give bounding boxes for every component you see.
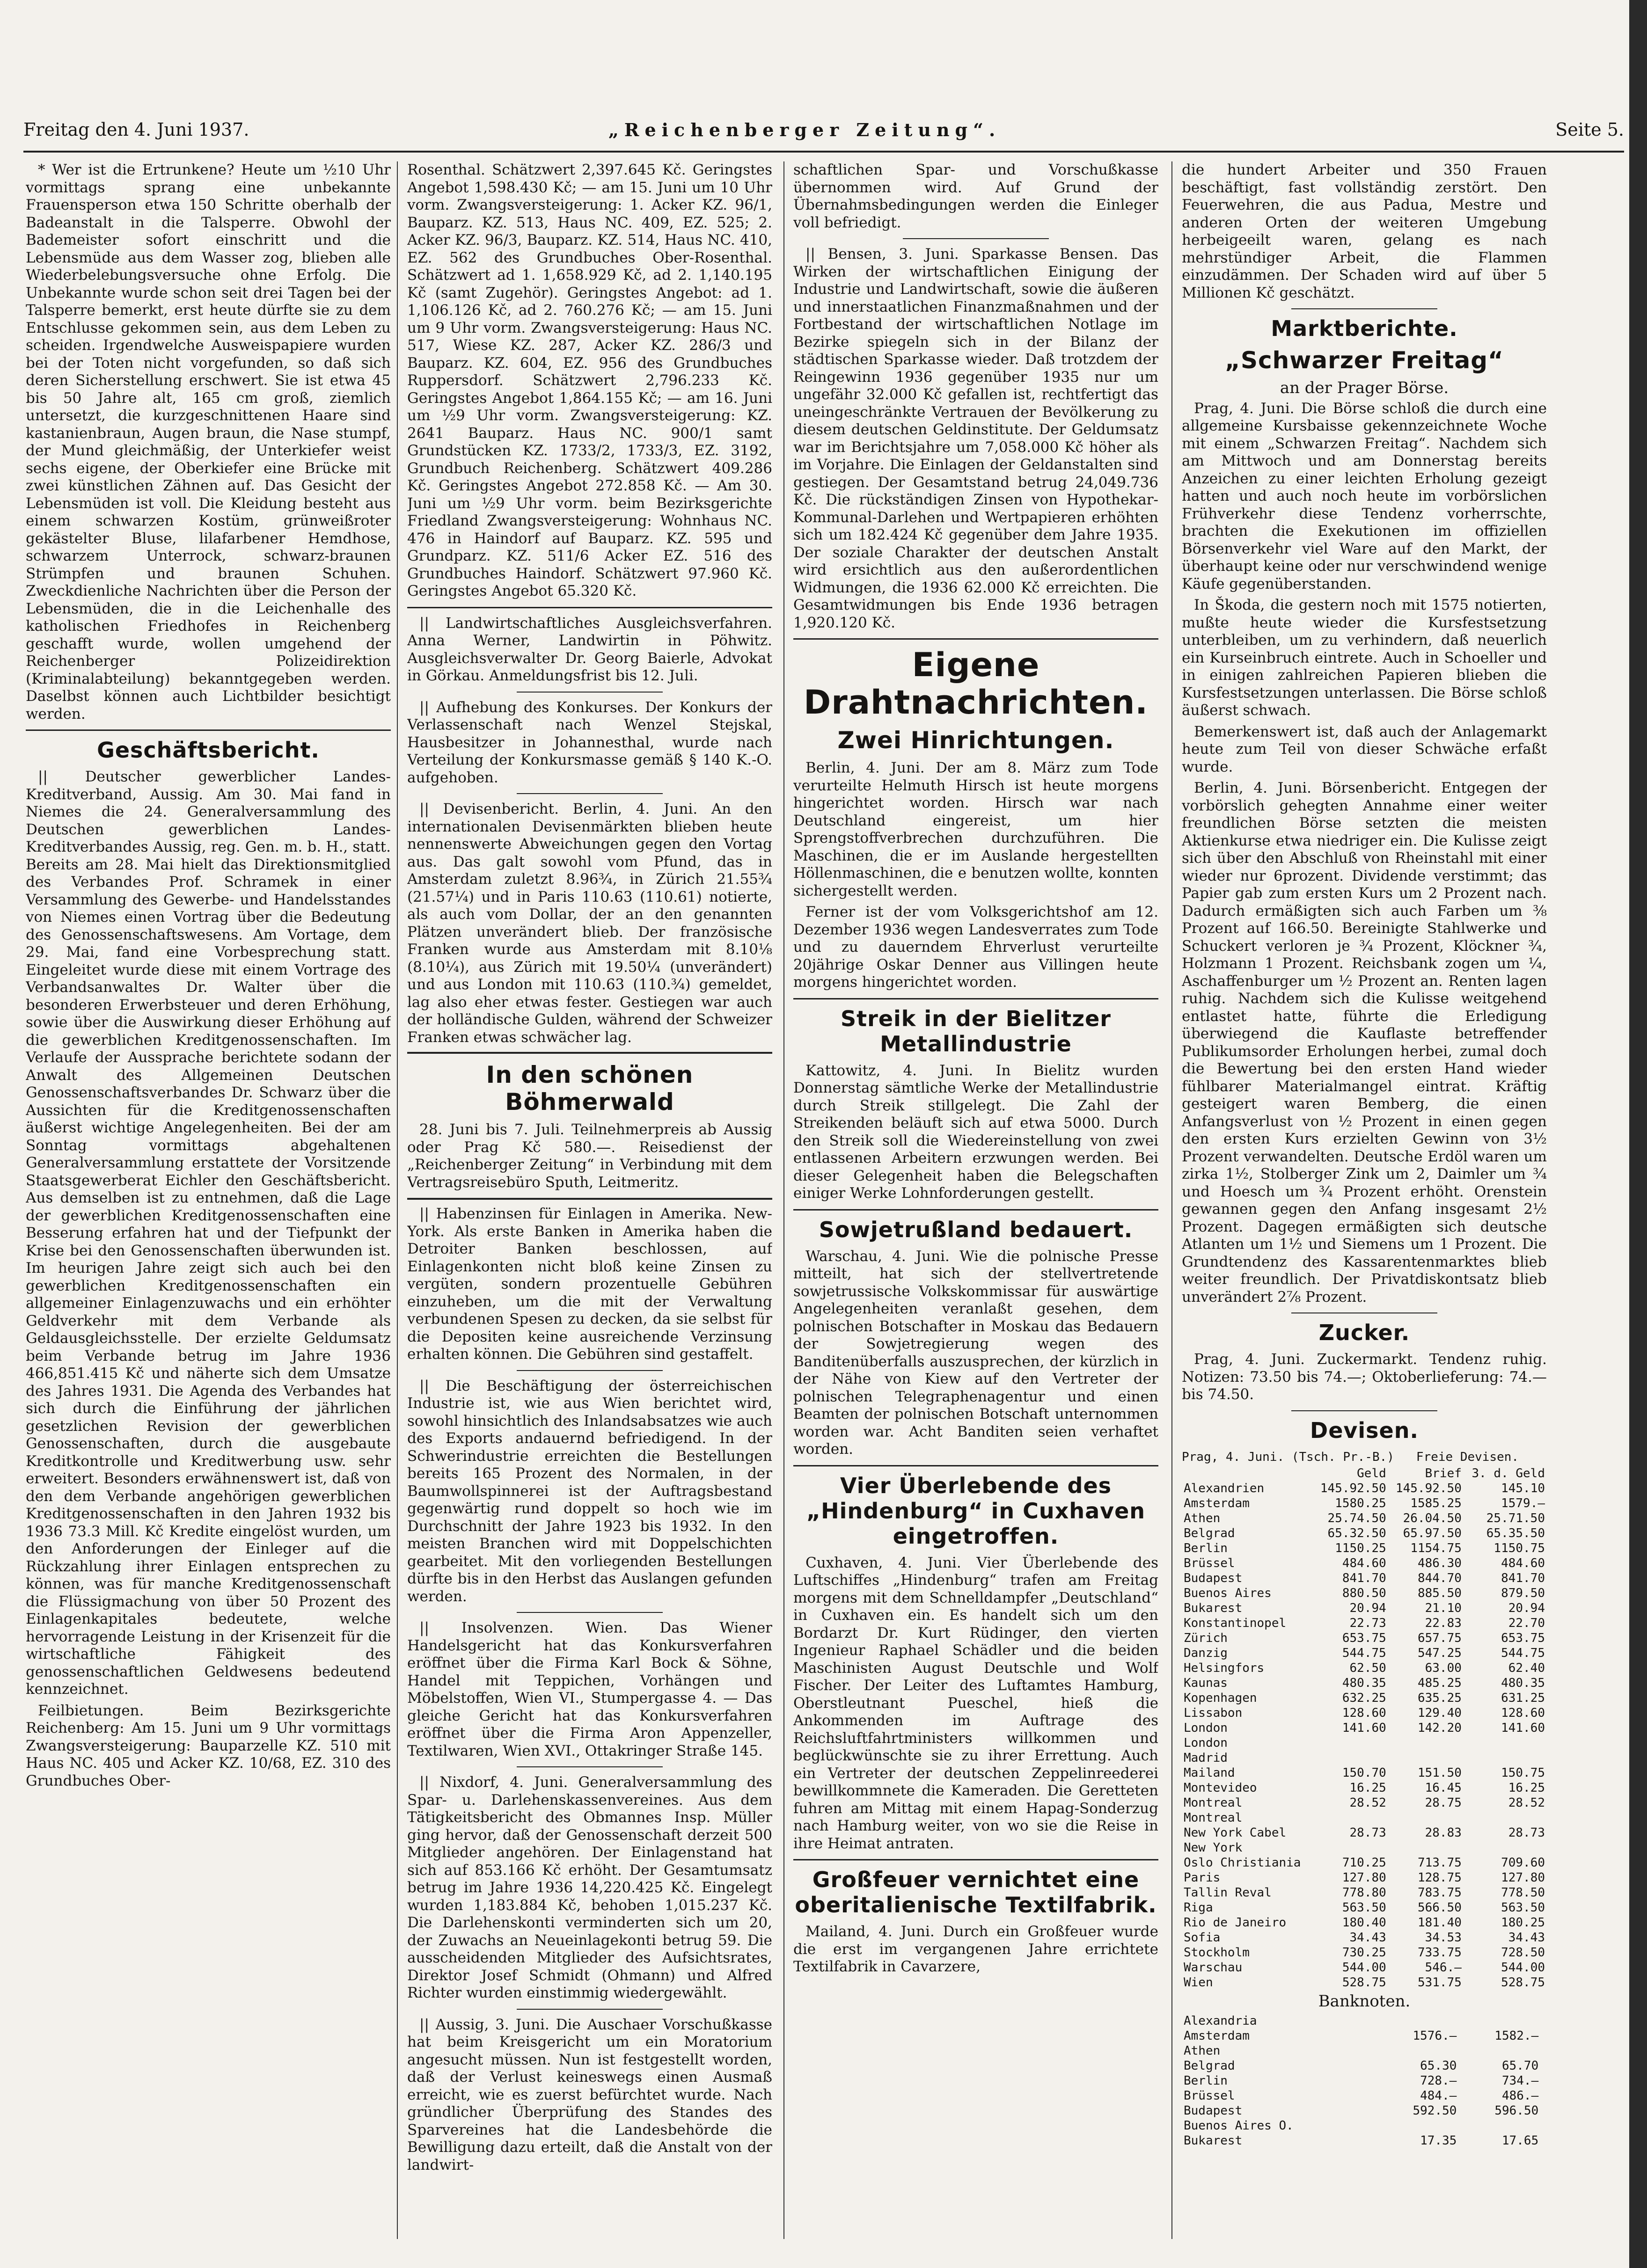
devisen-table <box>1182 1466 1547 1990</box>
rate-value: 546.— <box>1425 1961 1462 1975</box>
rate-value: 145.92.50 <box>1320 1481 1386 1495</box>
subheadline-prague-exchange: an der Prager Börse. <box>1280 379 1449 397</box>
rate-row <box>1182 1885 1547 1900</box>
col-brief: Brief <box>1425 1466 1462 1480</box>
rate-place: Belgrad <box>1184 2058 1235 2073</box>
rate-value: 486.— <box>1501 2088 1539 2103</box>
rate-place: Kopenhagen <box>1184 1691 1257 1705</box>
rate-place: Budapest <box>1184 2103 1243 2118</box>
rate-row <box>1182 1616 1547 1631</box>
rate-value: 653.75 <box>1342 1631 1386 1645</box>
rate-value: 713.75 <box>1417 1856 1462 1870</box>
article-credit-union: || Deutscher gewerblicher Landes-Kreditverband, Aussig. Am 30. Mai fand in Niemes die 24. Generalversammlung des Deutschen gewerblichen Landes-Kreditverbandes Aussig, reg. Gen. m. b. H., statt. Bereits am 28. Mai hielt das Direktionsmitglied des Verbandes Prof. Schramek in einer Versammlung des Gewerbe- und Handelsstandes von Niemes einen Vortrag über die Bedeutung des Genossenschaftswesens. Am Vortage, dem 29. Mai, fand eine Vorbesprechung statt. Eingeleitet wurde diese mit einem Vortrage des Verbandsanwaltes Dr. Walter über die besonderen Erwerbsteuer und deren Erhöhung, sowie über die Auswirkung dieser Erhöhung auf die gewerblichen Kreditgenossenschaften. Im Verlaufe der Aussprache berichtete sodann der Anwalt des Allgemeinen Deutschen Genossenschaftsverbandes Dr. Schwarz über die Aussichten für die Kreditgenossenschaften äußerst wichtige Angelegenheiten. Bei der am Sonntag vormittags abgehaltenen Generalversammlung erstattete der Vorsitzende Staatsgewerberat Eichler den Geschäftsbericht. Aus demselben ist zu entnehmen, daß die Lage der gewerblichen Kreditgenossenschaften eine Besserung erfahren hat und der Tiefpunkt der Krise bei den Genossenschaften überwunden ist. Im heurigen Jahre zeigt sich auch bei den gewerblichen Kreditgenossenschaften ein allgemeiner Einlagenzuwachs und ein erhöhter Geldverkehr mit dem Verbande als Geldausgleichsstelle. Der erzielte Geldumsatz beim Verbande betrug im Jahre 1936 466,851.415 Kč und näherte sich dem Umsatze des Jahres 1931. Die Agenda des Verbandes hat sich durch die Einführung der jährlichen gesetzlichen Revision der gewerblichen Genossenschaften, durch die ausgebaute Kreditkontrolle und Kreditwerbung usw. sehr erweitert. Besonders erwähnenswert ist, daß von den dem Verbande angehörigen gewerblichen Kreditgenossenschaften in den Jahren 1932 bis 1936 73.3 Mill. Kč Kredite eingelöst wurden, um den Anforderungen der Einleger auf die Rückzahlung ihrer Einlagen entsprechen zu können, was für manche Kreditgenossenschaft die Flüssigmachung von über 50 Prozent des Einlagenkapitales bedeutete, welche hervorragende Leistung in der Krisenzeit für die wirtschaftliche Fähigkeit des genossenschaftlichen Geldwesens bedeutend kennzeichnet. <box>26 768 391 1698</box>
rate-value: 28.52 <box>1508 1796 1545 1810</box>
rate-place: Brüssel <box>1184 2088 1235 2103</box>
rate-row <box>1182 1795 1547 1810</box>
rate-value: 657.75 <box>1417 1631 1462 1645</box>
rate-row <box>1182 1691 1547 1706</box>
rate-place: New York Cabel <box>1184 1826 1287 1840</box>
rate-value: 485.25 <box>1417 1676 1462 1690</box>
banknoten-table <box>1182 2013 1547 2148</box>
rate-value: 141.60 <box>1342 1721 1386 1735</box>
rate-row <box>1182 1870 1547 1885</box>
rate-row <box>1182 1496 1547 1511</box>
rate-value <box>1377 2043 1459 2058</box>
article-nixdorf: || Nixdorf, 4. Juni. Generalversammlung des Spar- u. Darlehenskassenvereines. Aus dem Tätigkeitsbericht des Obmannes Insp. Müller ging hervor, daß der Genossenschaft derzeit 500 Mitglieder angehören. Der Einlagenstand hat sich auf 853.166 Kč erhöht. Der Gesamtumsatz betrug im Jahre 1936 14,220.425 Kč. Eingelegt wurden 1,183.884 Kč, behoben 1,015.237 Kč. Die Darlehenskonti verminderten sich um 20, der Zuwachs an Neueinlagekonti betrug 59. Die ausscheidenden Mitglieder des Aufsichtsrates, Direktor Josef Schmidt (Ohmann) und Alfred Richter wurden einstimmig wiedergewählt. <box>407 1774 772 2001</box>
rate-row <box>1182 1750 1547 1765</box>
rate-value: 653.75 <box>1501 1631 1545 1645</box>
rate-place: Oslo Christiania <box>1184 1856 1301 1870</box>
rate-value <box>1313 1810 1388 1825</box>
rate-value: 480.35 <box>1342 1676 1386 1690</box>
rate-place: London <box>1184 1736 1228 1750</box>
separator <box>793 638 1158 640</box>
rate-value <box>1377 2118 1459 2133</box>
rate-value <box>1540 2073 1547 2088</box>
rate-value: 728.50 <box>1501 1946 1545 1960</box>
rate-place: Buenos Aires O. <box>1184 2118 1294 2133</box>
rate-value: 486.30 <box>1417 1556 1462 1570</box>
rate-value: 592.50 <box>1413 2103 1457 2118</box>
rate-row <box>1182 1676 1547 1691</box>
rate-row <box>1182 1721 1547 1736</box>
header-page-number: Seite 5. <box>1555 119 1624 140</box>
rate-row <box>1182 1780 1547 1795</box>
article-sugar: Prag, 4. Juni. Zuckermarkt. Tendenz ruhig. Notizen: 73.50 bis 74.—; Oktoberlieferung: 74.— bis 74.50. <box>1182 1351 1547 1403</box>
rate-row <box>1182 1765 1547 1780</box>
rate-value: 1576.— <box>1413 2028 1457 2043</box>
rate-value: 180.25 <box>1501 1916 1545 1930</box>
rate-value: 65.30 <box>1420 2058 1457 2073</box>
article-prague-exchange: Prag, 4. Juni. Die Börse schloß die durch eine allgemeine Kursbaisse gekennzeichnete Woche mit einem „Schwarzen Freitag“. Nachdem sich am Mittwoch und am Donnerstag bereits Anzeichen zu einer leichten Erholung gezeigt hatten und auch noch heute im vorbörslichen Frühverkehr diese Tendenz vorherrschte, brachten die Exekutionen im offiziellen Börsenverkehr viel Ware auf den Markt, der überhaupt keine oder nur verschwindend wenige Käufe gegenüberstanden. <box>1182 400 1547 592</box>
rate-place: Amsterdam <box>1184 2028 1250 2043</box>
rate-place: Montreal <box>1184 1796 1243 1810</box>
rate-place: Sofia <box>1184 1931 1221 1945</box>
rate-row <box>1182 2088 1547 2103</box>
rate-value: 145.92.50 <box>1396 1481 1462 1495</box>
rate-value: 17.35 <box>1420 2133 1457 2148</box>
rate-row <box>1182 1631 1547 1646</box>
rate-row <box>1182 1511 1547 1526</box>
rate-place: Wien <box>1184 1976 1213 1990</box>
rate-value <box>1540 2028 1547 2043</box>
rate-value: 21.10 <box>1425 1601 1462 1615</box>
rate-value <box>1464 1736 1547 1750</box>
rate-value: 65.32.50 <box>1327 1526 1386 1540</box>
rate-place: Rio de Janeiro <box>1184 1916 1287 1930</box>
column-2 <box>407 161 772 2239</box>
rate-place: Danzig <box>1184 1646 1228 1660</box>
rate-value: 544.00 <box>1501 1961 1545 1975</box>
rate-place: Alexandrien <box>1184 1481 1265 1495</box>
rate-value: 844.70 <box>1417 1571 1462 1585</box>
rate-value: 25.74.50 <box>1327 1511 1386 1525</box>
rate-row <box>1182 2013 1547 2028</box>
rate-value <box>1540 2103 1547 2118</box>
rate-row <box>1182 1526 1547 1541</box>
rate-place: Konstantinopel <box>1184 1616 1287 1630</box>
article-insolvencies: || Insolvenzen. Wien. Das Wiener Handelsgericht hat das Konkursverfahren eröffnet über die Firma Karl Bock & Söhne, Handel mit Teppichen, Vorhängen und Möbelstoffen, Wien VI., Stumpergasse 4. — Das gleiche Gericht hat das Konkursverfahren eröffnet über die Firma Aron Appenzeller, Textilwaren, Wien XVI., Ottakringer Straße 145. <box>407 1619 772 1759</box>
separator <box>1291 1410 1437 1411</box>
rate-value: 128.75 <box>1417 1871 1462 1885</box>
rate-row <box>1182 1900 1547 1915</box>
rate-value: 566.50 <box>1417 1901 1462 1915</box>
article-hindenburg: Cuxhaven, 4. Juni. Vier Überlebende des Luftschiffes „Hindenburg“ trafen am Freitag morgens mit dem Schnelldampfer „Deutschland“ in Cuxhaven ein. Es handelt sich um den Bordarzt Dr. Kurt Rüdinger, den vierten Ingenieur Raphael Schädler und die beiden Maschinisten August Deutschle und Wolf Fischer. Der Leiter des Luftamtes Hamburg, Oberstleutnant Pueschel, hieß die Ankommenden im Auftrage des Reichsluftfahrtministers willkommen und beglückwünschte sie zu ihrer Errettung. Auch ein Vertreter der deutschen Zeppelinreederei bewillkommnete die Kameraden. Die Geretteten fuhren am Mittag mit einem Hapag-Sonderzug nach Hamburg weiter, von wo sie die Reise in ihre Heimat antraten. <box>793 1554 1158 1852</box>
separator <box>407 607 772 608</box>
rate-place: Tallin Reval <box>1184 1886 1272 1900</box>
separator <box>793 1465 1158 1466</box>
rate-row <box>1182 1855 1547 1870</box>
rate-value: 180.40 <box>1342 1916 1386 1930</box>
rate-value: 128.60 <box>1342 1706 1386 1720</box>
rate-row <box>1182 2028 1547 2043</box>
rate-value: 16.25 <box>1349 1781 1386 1795</box>
rate-place: London <box>1184 1721 1228 1735</box>
rate-value: 22.73 <box>1349 1616 1386 1630</box>
rate-value: 151.50 <box>1417 1766 1462 1780</box>
section-heading-zucker: Zucker. <box>1318 1320 1410 1345</box>
rate-value: 778.50 <box>1501 1886 1545 1900</box>
rate-value: 150.75 <box>1501 1766 1545 1780</box>
headline-fire: Großfeuer vernichtet eine oberitalienische Textilfabrik. <box>795 1867 1157 1918</box>
rate-value: 563.50 <box>1501 1901 1545 1915</box>
rate-value: 34.43 <box>1508 1931 1545 1945</box>
article-auctions: Feilbietungen. Beim Bezirksgerichte Reichenberg: Am 15. Juni um 9 Uhr vormittags Zwangsversteigerung: Bauparzelle KZ. 510 mit Haus NC. 405 und Acker KZ. 10/68, EZ. 310 des Grundbuches Ober- <box>26 1702 391 1789</box>
rate-value <box>1458 2043 1540 2058</box>
rate-row <box>1182 1706 1547 1721</box>
rate-value: 728.— <box>1420 2073 1457 2088</box>
rate-value: 1582.— <box>1494 2028 1539 2043</box>
rate-value: 841.70 <box>1501 1571 1545 1585</box>
column-3 <box>793 161 1158 2239</box>
travel-ad <box>407 1052 772 1200</box>
rate-value <box>1540 2088 1547 2103</box>
rate-place: Athen <box>1184 2043 1221 2058</box>
separator <box>517 1612 663 1613</box>
rate-value: 547.25 <box>1417 1646 1462 1660</box>
rate-value: 25.71.50 <box>1486 1511 1545 1525</box>
rate-value <box>1313 1736 1388 1750</box>
rate-value: 778.80 <box>1342 1886 1386 1900</box>
rate-value: 879.50 <box>1501 1586 1545 1600</box>
rate-value: 783.75 <box>1417 1886 1462 1900</box>
rate-value: 28.75 <box>1425 1796 1462 1810</box>
rate-value: 885.50 <box>1417 1586 1462 1600</box>
rate-value: 142.20 <box>1417 1721 1462 1735</box>
rate-place: Belgrad <box>1184 1526 1235 1540</box>
rate-value: 1150.75 <box>1493 1541 1545 1555</box>
rate-value <box>1313 1840 1388 1855</box>
rate-value: 65.97.50 <box>1403 1526 1462 1540</box>
rate-value <box>1464 1840 1547 1855</box>
rate-value: 16.45 <box>1425 1781 1462 1795</box>
rate-value: 22.70 <box>1508 1616 1545 1630</box>
separator <box>517 692 663 693</box>
rate-value: 145.10 <box>1501 1481 1545 1495</box>
article-austrian-industry: || Die Beschäftigung der österreichischen Industrie ist, wie aus Wien berichtet wird, sowohl hinsichtlich des Inlandsabsatzes wie auch des Exports andauernd befriedigend. In der Schwerindustrie erreichten die Bestellungen bereits 165 Prozent des Normalen, in der Baumwollspinnerei ist der Auftragsbestand gegenwärtig rund doppelt so hoch wie im Durchschnitt der Jahre 1923 bis 1932. In den meisten Branchen wird mit Doppelschichten gearbeitet. Mit den vorliegenden Bestellungen dürfte bis in den Herbst das Auslangen gefunden werden. <box>407 1377 772 1605</box>
header-rule <box>23 151 1624 153</box>
rate-value: 26.04.50 <box>1403 1511 1462 1525</box>
rate-value: 733.75 <box>1417 1946 1462 1960</box>
rate-row <box>1182 1586 1547 1601</box>
rate-place: Paris <box>1184 1871 1221 1885</box>
rate-value: 544.00 <box>1342 1961 1386 1975</box>
rate-place: Lissabon <box>1184 1706 1243 1720</box>
article-us-deposits: || Habenzinsen für Einlagen in Amerika. New-York. Als erste Banken in Amerika haben die Detroiter Banken beschlossen, auf Einlagenkonten nicht bloß keine Zinsen zu vergüten, sondern prozentuelle Gebühren einzuheben, um die mit der Verwaltung verbundenen Spesen zu decken, da sie selbst für die Depositen keine ausreichende Verzinsung erhalten können. Die Gebühren sind gestaffelt. <box>407 1205 772 1363</box>
rate-value <box>1540 2118 1547 2133</box>
article-soviet-regret: Warschau, 4. Juni. Wie die polnische Presse mitteilt, hat sich der stellvertretende sowjetrussische Volkskommissar für auswärtige Angelegenheiten veranlaßt gesehen, dem polnischen Botschafter in Moskau das Bedauern der Sowjetregierung wegen des Banditenüberfalls auszusprechen, der kürzlich in der Nähe von Kiew auf den Vertreter der polnischen Telegraphenagentur und einen Beamten der polnischen Botschaft unternommen worden war. Acht Banditen seien verhaftet worden. <box>793 1247 1158 1458</box>
rate-value <box>1388 1810 1464 1825</box>
article-aussig: || Aussig, 3. Juni. Die Auschaer Vorschußkasse hat beim Kreisgericht um ein Moratorium angesucht müssen. Nun ist festgestellt worden, daß der Verlust keineswegs einen Ausmaß erreicht, wie es zuerst befürchtet wurde. Nach gründlicher Überprüfung des Standes des Sparvereines hat die Landesbehörde die Bewilligung dazu erteilt, daß die Anstalt von der landwirt- <box>407 2016 772 2173</box>
rate-value <box>1540 2043 1547 2058</box>
separator <box>793 998 1158 999</box>
travel-ad-text: 28. Juni bis 7. Juli. Teilnehmerpreis ab Aussig oder Prag Kč 580.—. Reisedienst der „Reichenberger Zeitung“ in Verbindung mit dem Vertragsreisebüro Sputh, Leitmeritz. <box>407 1121 772 1191</box>
rate-value: 62.50 <box>1349 1661 1386 1675</box>
article-agri-settlement: || Landwirtschaftliches Ausgleichsverfahren. Anna Werner, Landwirtin in Pöhwitz. Ausgleichsverwalter Dr. Georg Baierle, Advokat in Görkau. Anmeldungsfrist bis 12. Juli. <box>407 614 772 684</box>
rate-value: 563.50 <box>1342 1901 1386 1915</box>
rate-value: 22.83 <box>1425 1616 1462 1630</box>
article-executions-2: Ferner ist der vom Volksgerichtshof am 12. Dezember 1936 wegen Landesverrates zum Tode und zu dauerndem Ehrverlust verurteilte 20jährige Oskar Denner aus Villingen heute morgens hingerichtet worden. <box>793 904 1158 991</box>
rate-row <box>1182 1945 1547 1960</box>
rate-place: Buenos Aires <box>1184 1586 1272 1600</box>
headline-black-friday: „Schwarzer Freitag“ <box>1225 347 1504 374</box>
rate-value: 20.94 <box>1508 1601 1545 1615</box>
rate-value: 17.65 <box>1501 2133 1539 2148</box>
rate-value: 484.— <box>1420 2088 1457 2103</box>
rate-value: 129.40 <box>1417 1706 1462 1720</box>
section-heading-geschaeftsbericht: Geschäftsbericht. <box>97 737 320 763</box>
article-bankruptcy-lifted: || Aufhebung des Konkurses. Der Konkurs der Verlassenschaft nach Wenzel Stejskal, Hausbesitzer in Johannesthal, wurde nach Verteilung der Konkursmasse gemäß § 140 K.-O. aufgehoben. <box>407 699 772 786</box>
column-rule <box>1171 161 1172 2239</box>
rate-value <box>1458 2013 1540 2028</box>
rate-value: 480.35 <box>1501 1676 1545 1690</box>
column-1 <box>26 161 391 2239</box>
rate-row <box>1182 1481 1547 1496</box>
rate-value: 65.35.50 <box>1486 1526 1545 1540</box>
article-fire-cont: die hundert Arbeiter und 350 Frauen beschäftigt, fast vollständig zerstört. Den Feuerwehren, die aus Padua, Mestre und anderen Orten der weiteren Umgebung herbeigeeilt waren, gelang es nach mehrstündiger Arbeit, die Flammen einzudämmen. Der Schaden wird auf über 5 Millionen Kč geschätzt. <box>1182 161 1547 301</box>
rate-row <box>1182 1601 1547 1616</box>
rate-value: 1580.25 <box>1335 1496 1386 1510</box>
rate-value <box>1464 1810 1547 1825</box>
rate-place: Athen <box>1184 1511 1221 1525</box>
rate-place: New York <box>1184 1841 1243 1855</box>
column-rule <box>783 161 784 2239</box>
header-masthead: „Reichenberger Zeitung“. <box>608 119 1001 140</box>
scan-edge <box>1629 0 1647 2268</box>
column-rule <box>397 161 398 2239</box>
rate-value: 28.73 <box>1349 1826 1386 1840</box>
rate-place: Madrid <box>1184 1751 1228 1765</box>
rate-row <box>1182 1825 1547 1840</box>
separator <box>903 238 1049 239</box>
rate-value: 635.25 <box>1417 1691 1462 1705</box>
rate-place: Riga <box>1184 1901 1213 1915</box>
rate-place: Montreal <box>1184 1811 1243 1825</box>
separator <box>517 1766 663 1767</box>
rate-value: 484.60 <box>1501 1556 1545 1570</box>
rate-value: 128.60 <box>1501 1706 1545 1720</box>
rate-row <box>1182 1915 1547 1930</box>
article-drowned-woman: * Wer ist die Ertrunkene? Heute um ½10 Uhr vormittags sprang eine unbekannte Frauensperson etwa 150 Schritte oberhalb der Badeanstalt in die Talsperre. Obwohl der Bademeister sofort einschritt und die Lebensmüde aus dem Wasser zog, blieben alle Wiederbelebungsversuche ohne Erfolg. Die Unbekannte wurde schon seit drei Tagen bei der Talsperre bemerkt, erst heute dürfte sie zu dem Entschlusse gekommen sein, aus dem Leben zu scheiden. Irgendwelche Ausweispapiere wurden bei der Toten nicht vorgefunden, so daß sich deren Sicherstellung erschwert. Sie ist etwa 45 bis 50 Jahre alt, 165 cm groß, ziemlich untersetzt, die kurzgeschnittenen Haare sind kastanienbraun, Augen braun, die Nase stumpf, der Mund gleichmäßig, der Unterkiefer weist sechs eigene, der Oberkiefer eine Brücke mit zwei künstlichen Zähnen auf. Das Gesicht der Lebensmüden ist voll. Die Kleidung besteht aus einem schwarzen Kostüm, grünweißroter gekästelter Bluse, lilafarbener Hemdhose, schwarzem Unterrock, schwarz-braunen Strümpfen und braunen Schuhen. Zweckdienliche Nachrichten über die Person der Lebensmüden, die in die Leichenhalle des katholischen Friedhofes in Reichenberg geschafft wurde, wollen umgehend der Reichenberger Polizeidirektion (Kriminalabteilung) bekanntgegeben werden. Daselbst können auch Lichtbilder besichtigt werden. <box>26 161 391 722</box>
rate-value: 62.40 <box>1508 1661 1545 1675</box>
article-fire: Mailand, 4. Juni. Durch ein Großfeuer wurde die erst im vergangenen Jahre errichtete Textilfabrik in Cavarzere, <box>793 1923 1158 1975</box>
headline-soviet-regret: Sowjetrußland bedauert. <box>819 1217 1133 1242</box>
rate-place: Mailand <box>1184 1766 1235 1780</box>
rate-place: Kaunas <box>1184 1676 1228 1690</box>
rate-row <box>1182 1810 1547 1825</box>
devisen-table-head <box>1182 1449 1547 1466</box>
banknoten-heading: Banknoten. <box>1318 1992 1411 2011</box>
rate-row <box>1182 1541 1547 1556</box>
rate-value: 1585.25 <box>1410 1496 1462 1510</box>
headline-hindenburg: Vier Überlebende des „Hindenburg“ in Cuxhaven eingetroffen. <box>806 1473 1146 1549</box>
rate-row <box>1182 2043 1547 2058</box>
rate-row <box>1182 1646 1547 1661</box>
article-bensen: || Bensen, 3. Juni. Sparkasse Bensen. Das Wirken der wirtschaftlichen Einigung der Industrie und Landwirtschaft, sowie die äußeren und innerstaatlichen Finanzmaßnahmen und der Fortbestand der wirtschaftlichen Notlage im Bezirke spiegeln sich in der Bilanz der städtischen Sparkasse wieder. Daß trotzdem der Reingewinn 1936 gegenüber 1935 nur um ungefähr 32.000 Kč gefallen ist, rechtfertigt das uneingeschränkte Vertrauen der Bevölkerung zu diesem deutschen Geldinstitute. Der Geldumsatz war im Berichtsjahre um 7,058.000 Kč höher als im Vorjahre. Die Einlagen der Geldanstalten sind gestiegen. Der Gesamtstand betrug 24,049.736 Kč. Die rückständigen Zinsen von Hypothekar-Kommunal-Darlehen und Wertpapieren erhöhten sich um 182.424 Kč gegenüber dem Jahre 1935. Der soziale Charakter der deutschen Anstalt wird ersichtlich aus den außerordentlichen Widmungen, die 1936 62.000 Kč erreichten. Die Gesamtwidmungen bis Ende 1936 betragen 1,920.120 Kč. <box>793 246 1158 631</box>
rate-place: Stockholm <box>1184 1946 1250 1960</box>
rate-place: Amsterdam <box>1184 1496 1250 1510</box>
rate-value <box>1388 1750 1464 1765</box>
rate-value: 841.70 <box>1342 1571 1386 1585</box>
rate-value: 1154.75 <box>1410 1541 1462 1555</box>
separator <box>1291 308 1437 309</box>
rate-value <box>1458 2118 1540 2133</box>
rate-value: 709.60 <box>1501 1856 1545 1870</box>
rate-place: Helsingfors <box>1184 1661 1265 1675</box>
separator <box>517 793 663 794</box>
rate-value: 528.75 <box>1501 1976 1545 1990</box>
section-heading-drahtnachrichten: Eigene Drahtnachrichten. <box>804 646 1148 722</box>
rate-place: Zürich <box>1184 1631 1228 1645</box>
rate-place: Brüssel <box>1184 1556 1235 1570</box>
rate-value <box>1540 2133 1547 2148</box>
rate-value <box>1313 1750 1388 1765</box>
article-aussig-cont: schaftlichen Spar- und Vorschußkasse übernommen wird. Auf Grund der Übernahmsbedingungen werden die Einleger voll befriedigt. <box>793 161 1158 231</box>
rate-row <box>1182 1571 1547 1586</box>
rate-value: 528.75 <box>1342 1976 1386 1990</box>
rate-value: 1579.— <box>1501 1496 1545 1510</box>
rate-value: 16.25 <box>1508 1781 1545 1795</box>
rate-value: 1150.25 <box>1335 1541 1386 1555</box>
header-date: Freitag den 4. Juni 1937. <box>23 119 249 140</box>
rate-value: 127.80 <box>1501 1871 1545 1885</box>
rate-value <box>1388 1736 1464 1750</box>
rate-value: 141.60 <box>1501 1721 1545 1735</box>
rate-value: 544.75 <box>1342 1646 1386 1660</box>
article-skoda: In Škoda, die gestern noch mit 1575 notierten, mußte heute wieder die Kursfestsetzung unterbleiben, um zu verhindern, daß neuerlich ein Kurseinbruch eintrete. Auch in Schoeller und in einigen zahlreichen Papieren blieben die Kursfestsetzungen unterlassen. Die Börse schloß äußerst schwach. <box>1182 597 1547 719</box>
rate-value: 544.75 <box>1501 1646 1545 1660</box>
rate-value: 880.50 <box>1342 1586 1386 1600</box>
rate-row <box>1182 2103 1547 2118</box>
rate-value: 34.53 <box>1425 1931 1462 1945</box>
rate-value: 20.94 <box>1349 1601 1386 1615</box>
rate-row <box>1182 2058 1547 2073</box>
rate-place: Bukarest <box>1184 2133 1243 2148</box>
col-geld: Geld <box>1357 1466 1386 1480</box>
rate-row <box>1182 1736 1547 1750</box>
rate-value <box>1377 2013 1459 2028</box>
devisen-subhead: Freie Devisen. <box>1416 1450 1519 1464</box>
rate-value: 181.40 <box>1417 1916 1462 1930</box>
rate-row <box>1182 2133 1547 2148</box>
rate-value: 596.50 <box>1494 2103 1539 2118</box>
rate-value: 127.80 <box>1342 1871 1386 1885</box>
section-heading-devisen: Devisen. <box>1310 1417 1419 1443</box>
rate-value: 34.43 <box>1349 1931 1386 1945</box>
rate-row <box>1182 1661 1547 1676</box>
rate-value: 531.75 <box>1417 1976 1462 1990</box>
separator <box>793 1859 1158 1860</box>
rate-value: 484.60 <box>1342 1556 1386 1570</box>
headline-bielitz-strike: Streik in der Bielitzer Metallindustrie <box>841 1006 1111 1057</box>
separator <box>517 1370 663 1371</box>
column-4 <box>1182 161 1547 2239</box>
rate-row <box>1182 1960 1547 1975</box>
article-auctions-cont: Rosenthal. Schätzwert 2,397.645 Kč. Geringstes Angebot 1,598.430 Kč; — am 15. Juni um 10 Uhr vorm. Zwangsversteigerung: 1. Acker KZ. 96/1, Bauparz. KZ. 513, Haus NC. 409, EZ. 525; 2. Acker KZ. 96/3, Bauparz. KZ. 514, Haus NC. 410, EZ. 562 des Grundbuches Ober-Rosenthal. Schätzwert ad 1. 1,658.929 Kč, ad 2. 1,140.195 Kč (samt Zugehör). Geringstes Angebot: ad 1. 1,106.126 Kč, ad 2. 760.276 Kč; — am 15. Juni um 9 Uhr vorm. Zwangsversteigerung: Haus NC. 517, Wiese KZ. 287, Acker KZ. 286/3 und Bauparz. KZ. 604, EZ. 956 des Grundbuches Ruppersdorf. Schätzwert 2,796.233 Kč. Geringstes Angebot 1,864.155 Kč; — am 16. Juni um ½9 Uhr vorm. Zwangsversteigerung: KZ. 2641 Bauparz. Haus NC. 900/1 samt Grundstücken KZ. 1733/2, 1733/3, EZ. 3192, Grundbuch Reichenberg. Schätzwert 409.286 Kč. Geringstes Angebot 272.858 Kč. — Am 30. Juni um ½9 Uhr vorm. beim Bezirksgerichte Friedland Zwangsversteigerung: Wohnhaus NC. 476 in Haindorf auf Bauparz. KZ. 595 und Grundparz. KZ. 511/6 Acker EZ. 516 des Grundbuches Haindorf. Schätzwert 97.960 Kč. Geringstes Angebot 65.320 Kč. <box>407 161 772 599</box>
rate-value: 65.70 <box>1501 2058 1539 2073</box>
rate-value: 28.83 <box>1425 1826 1462 1840</box>
headline-executions: Zwei Hinrichtungen. <box>837 727 1114 754</box>
rate-value: 631.25 <box>1501 1691 1545 1705</box>
rate-place: Bukarest <box>1184 1601 1243 1615</box>
rate-value: 632.25 <box>1342 1691 1386 1705</box>
rate-place: Budapest <box>1184 1571 1243 1585</box>
article-executions-1: Berlin, 4. Juni. Der am 8. März zum Tode verurteilte Helmuth Hirsch ist heute morgens hingerichtet worden. Hirsch war nach Deutschland eingereist, um hier Sprengstoffverbrechen durchzuführen. Die Maschinen, die er im Auslande hergestellten Höllenmaschinen, die e benutzen wollte, konnten sichergestellt werden. <box>793 759 1158 899</box>
rate-value <box>1540 2058 1547 2073</box>
rate-place: Warschau <box>1184 1961 1243 1975</box>
rate-row <box>1182 1556 1547 1571</box>
rate-value <box>1464 1750 1547 1765</box>
separator <box>26 729 391 731</box>
rate-row <box>1182 2073 1547 2088</box>
rate-row <box>1182 1840 1547 1855</box>
article-berlin-exchange: Berlin, 4. Juni. Börsenbericht. Entgegen der vorbörslich gehegten Annahme einer weiter freundlichen Börse setzten die meisten Aktienkurse etwa niedriger ein. Die Kulisse zeigt sich über den Abschluß von Rheinstahl mit einer wieder nur 6prozent. Dividende verstimmt; das Papier gab zum ersten Kurs um 2 Prozent nach. Dadurch ermäßigten sich auch Farben um ⅜ Prozent auf 166.50. Bereinigte Stahlwerke und Schuckert verloren je ¾ Prozent, Klöckner ¾, Holzmann 1 Prozent. Reichsbank zogen um ¼, Aschaffenburger um ½ Prozent an. Renten lagen ruhig. Nachdem sich die Kulisse weitgehend entlastet hatte, führte die Erledigung überwiegend die Kauflaste betreffender Publikumsorder Erholungen herbei, zumal doch die Bewertung bei den ersten Hand wieder fühlbarer Materialmangel eintrat. Kräftig gesteigert waren Bemberg, die einen Anfangsverlust von ½ Prozent in einen gegen den ersten Kurs erzielten Gewinn von 3½ Prozent verwandelten. Deutsche Erdöl waren um zirka 1½, Stolberger Zink um 2, Daimler um ¾ und Hoesch um ¾ Prozent erhöht. Orenstein gewannen gegen den Anfang insgesamt 2½ Prozent. Dagegen ermäßigten sich deutsche Atlanten um 1½ und Siemens um 1 Prozent. Die Grundtendenz des Kassarentenmarktes blieb weiter freundlich. Der Privatdiskontsatz blieb unverändert 2⅞ Prozent. <box>1182 780 1547 1305</box>
article-bond-market: Bemerkenswert ist, daß auch der Anlagemarkt heute zum Teil von dieser Schwäche erfaßt wurde. <box>1182 723 1547 775</box>
rate-value: 150.70 <box>1342 1766 1386 1780</box>
rate-value: 730.25 <box>1342 1946 1386 1960</box>
rate-value: 63.00 <box>1425 1661 1462 1675</box>
rate-value <box>1388 1840 1464 1855</box>
rate-value: 734.— <box>1501 2073 1539 2088</box>
devisen-date: Prag, 4. Juni. (Tsch. Pr.-B.) <box>1182 1450 1394 1464</box>
travel-ad-heading: In den schönen Böhmerwald <box>486 1061 694 1116</box>
separator <box>517 2009 663 2010</box>
rate-value: 28.52 <box>1349 1796 1386 1810</box>
rate-value <box>1540 2013 1547 2028</box>
section-heading-marktberichte: Marktberichte. <box>1271 316 1458 341</box>
rate-place: Berlin <box>1184 1541 1228 1555</box>
rate-row <box>1182 1975 1547 1990</box>
col-3m: 3. d. Geld <box>1471 1466 1545 1480</box>
article-currency-report: || Devisenbericht. Berlin, 4. Juni. An den internationalen Devisenmärkten blieben heute nennenswerte Abweichungen gegen den Vortag aus. Das galt sowohl vom Pfund, das in Amsterdam zuletzt 8.96¾, in Zürich 21.55¾ (21.57¼) und in Paris 110.63 (110.61) notierte, als auch vom Dollar, der an den genannten Plätzen unverändert blieb. Der französische Franken wurde aus Amsterdam mit 8.10⅛ (8.10¼), aus Zürich mit 19.50¼ (unverändert) und aus London mit 110.63 (110.¾) gemeldet, lag also eher etwas fester. Gestiegen war auch der holländische Gulden, während der Schweizer Franken etwas schwächer lag. <box>407 801 772 1046</box>
rate-place: Montevideo <box>1184 1781 1257 1795</box>
rate-row <box>1182 2118 1547 2133</box>
rate-place: Berlin <box>1184 2073 1228 2088</box>
rate-value: 710.25 <box>1342 1856 1386 1870</box>
article-bielitz-strike: Kattowitz, 4. Juni. In Bielitz wurden Donnerstag sämtliche Werke der Metallindustrie durch Streik stillgelegt. Die Zahl der Streikenden beläuft sich auf etwa 5000. Durch den Streik soll die Wiedereinstellung von zwei entlassenen Arbeitern erzwungen werden. Bei dieser Gelegenheit haben die Belegschaften einiger Werke Lohnforderungen gestellt. <box>793 1062 1158 1202</box>
separator <box>793 1209 1158 1211</box>
rate-place: Alexandria <box>1184 2013 1257 2028</box>
rate-value: 28.73 <box>1508 1826 1545 1840</box>
page-header <box>23 119 1624 147</box>
rate-row <box>1182 1930 1547 1945</box>
